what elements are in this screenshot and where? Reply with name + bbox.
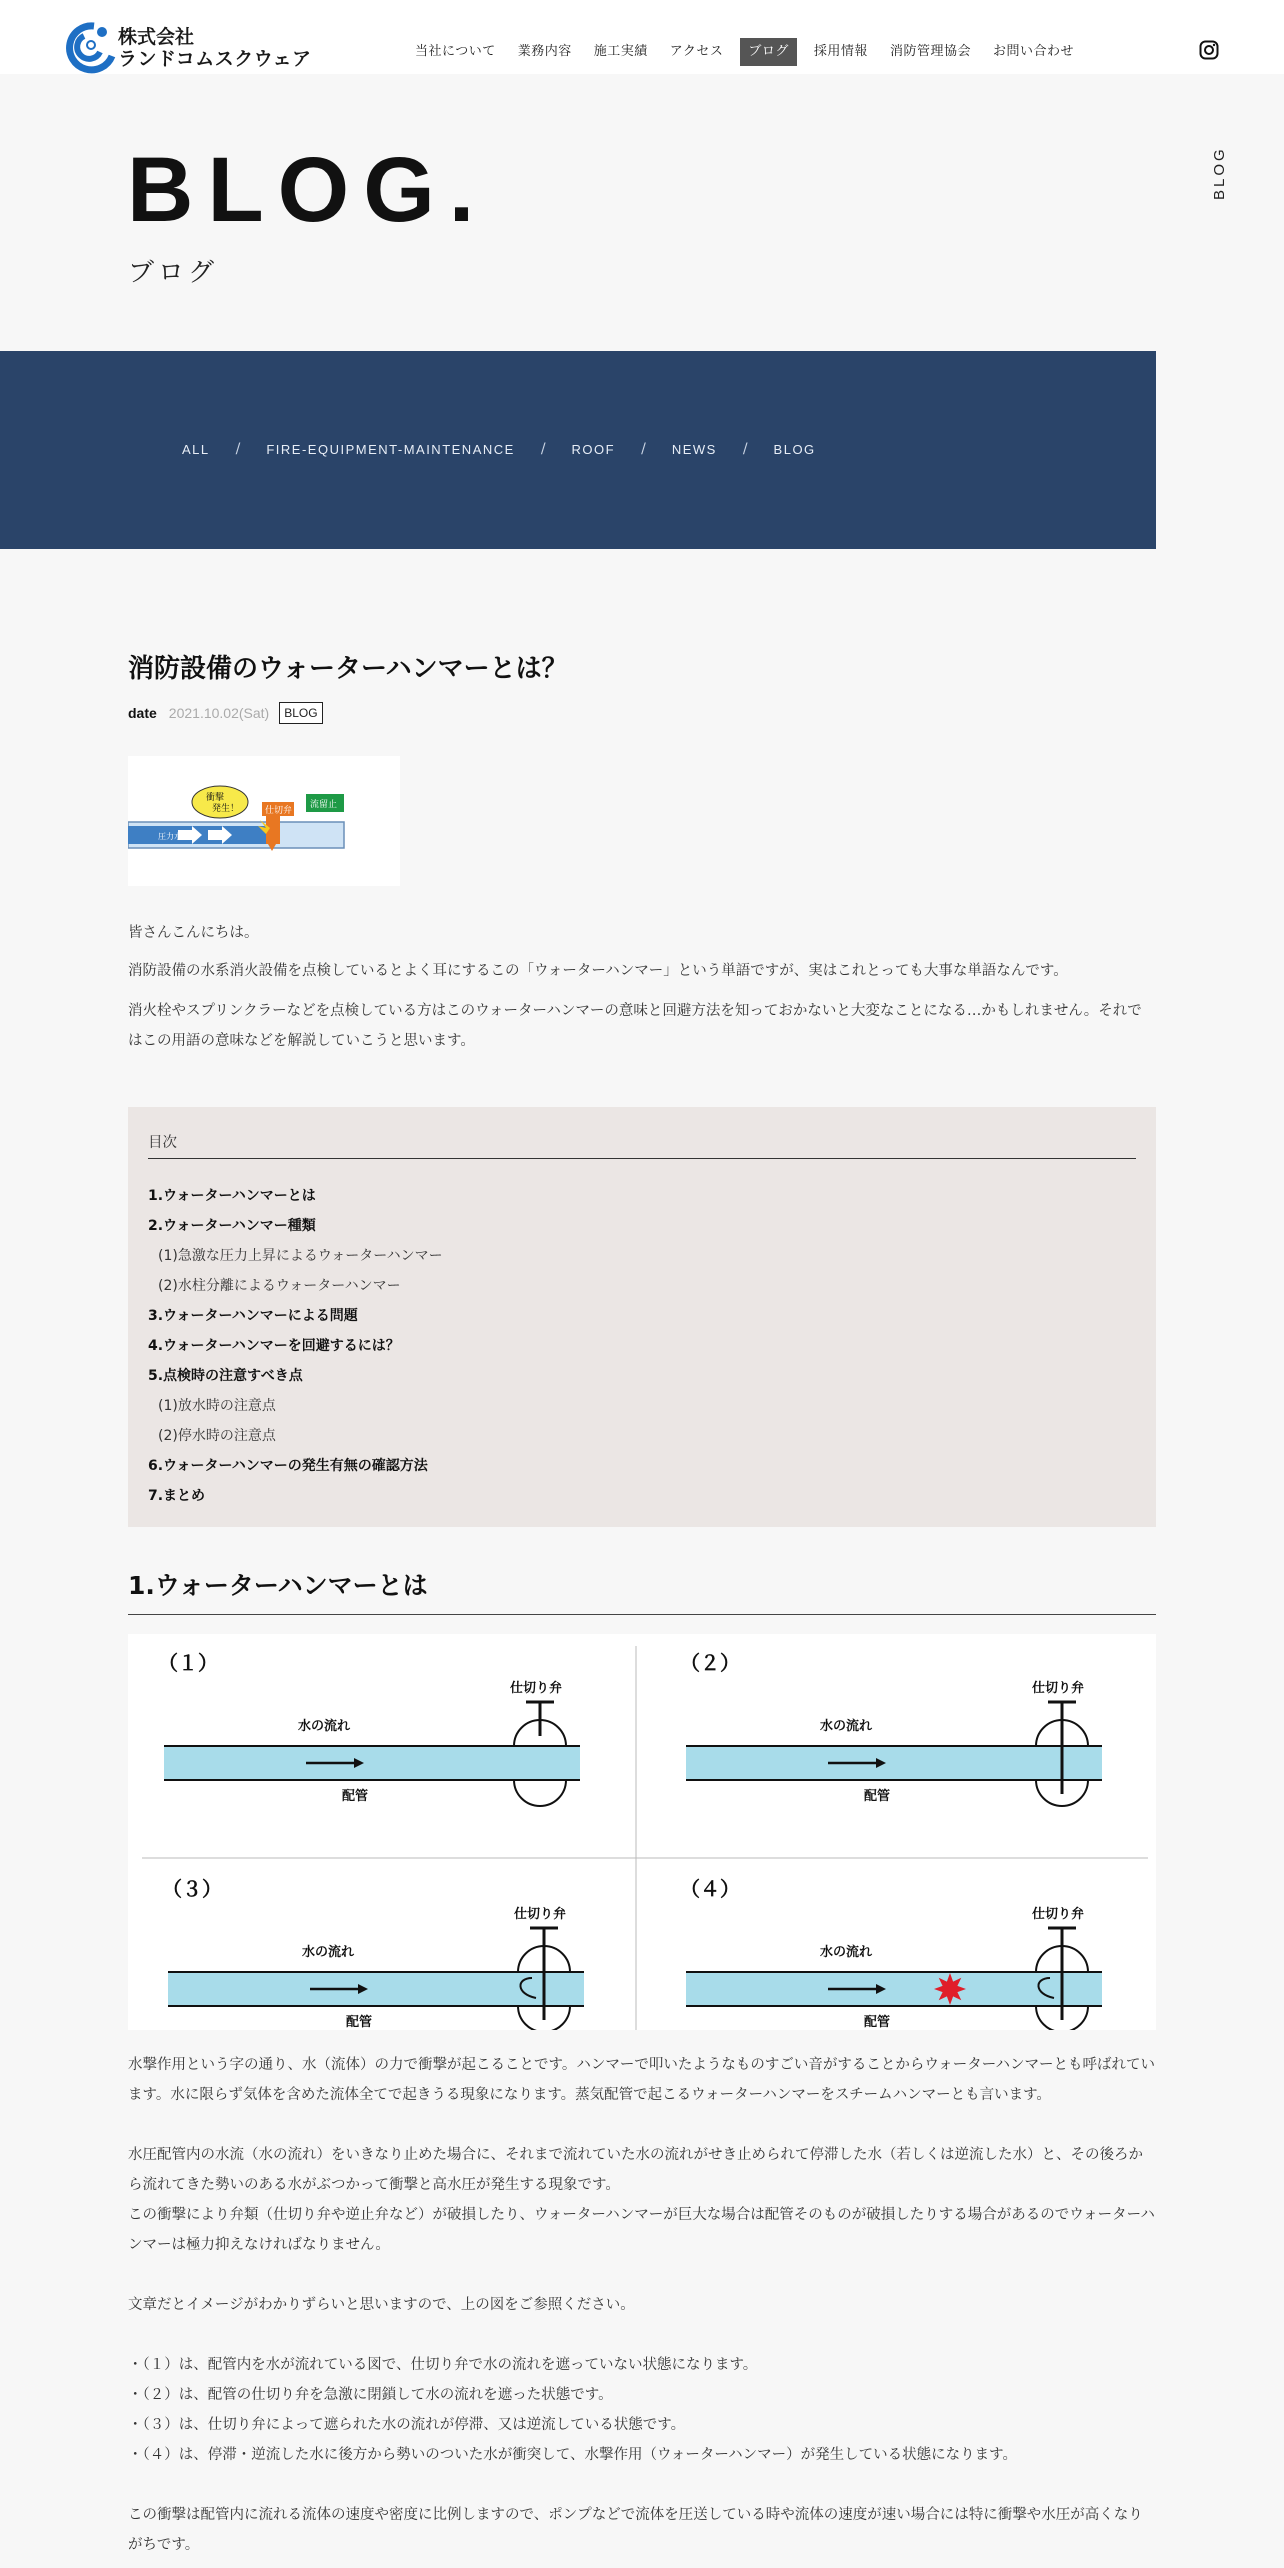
toc-item[interactable]: 1.ウォーターハンマーとは: [148, 1188, 316, 1204]
diagram-flow-label: 水の流れ: [820, 1719, 873, 1734]
body-paragraph: ・（４）は、停滞・逆流した水に後方から勢いのついた水が衝突して、水撃作用（ウォーターハンマー）が発生している状態になります。: [128, 2447, 1017, 2463]
diagram-flow-label: 水の流れ: [302, 1945, 355, 1960]
main-nav: [404, 38, 1085, 66]
toc-item[interactable]: 3.ウォーターハンマーによる問題: [148, 1308, 358, 1324]
toc-list: [148, 1181, 443, 1511]
diagram-pipe-label: 配管: [864, 2015, 891, 2030]
toc-heading: 目次: [148, 1131, 1136, 1159]
body-paragraph: この衝撃により弁類（仕切り弁や逆止弁など）が破損したり、ウォーターハンマーが巨大な場合は配管そのものが破損したりする場合があるのでウォーターハンマーは極力抑えなければなりません。: [128, 2207, 1155, 2253]
category-separator: /: [235, 441, 241, 457]
logo-line-2: ランドコムスクウェア: [118, 48, 312, 70]
category-separator: /: [742, 441, 748, 457]
thumb-label-pressure: 圧力水: [158, 832, 182, 841]
toc-item[interactable]: (1)急激な圧力上昇によるウォーターハンマー: [158, 1248, 443, 1264]
logo-line-1: 株式会社: [118, 26, 195, 48]
diagram-valve-label: 仕切り弁: [1032, 1681, 1085, 1696]
side-label: BLOG: [1211, 146, 1228, 200]
category-separator: /: [641, 441, 646, 457]
category-all[interactable]: ALL: [182, 441, 210, 457]
nav-blog[interactable]: ブログ: [740, 38, 797, 66]
thumb-label-valve: 仕切弁: [265, 806, 293, 816]
thumb-label-stop: 流留止: [310, 800, 338, 810]
site-header: [0, 0, 1284, 74]
section-body: [128, 2050, 1156, 2560]
diagram-pipe: [164, 1746, 580, 1780]
intro-paragraph-1: 消防設備の水系消火設備を点検しているとよく耳にするこの「ウォーターハンマー」という単語ですが、実はこれとっても大事な単語なんです。: [128, 963, 1068, 979]
table-of-contents: [128, 1107, 1156, 1527]
diagram-impact-burst: [934, 1973, 966, 2005]
logo-mark-icon: [64, 22, 116, 76]
thumb-label-impact: 衝撃: [206, 793, 225, 803]
body-paragraph: 水圧配管内の水流（水の流れ）をいきなり止めた場合に、それまで流れていた水の流れがせき止められて停滞した水（若しくは逆流した水）と、その後ろから流れてきた勢いのある水がぶつかって衝撃と高水圧が発生する現象です。: [128, 2147, 1143, 2193]
paragraph-gap: [128, 2470, 1156, 2500]
intro-greeting: 皆さんこんにちは。: [128, 925, 259, 941]
instagram-icon[interactable]: [1199, 40, 1219, 60]
diagram-valve-label: 仕切り弁: [1032, 1907, 1085, 1922]
nav-access[interactable]: アクセス: [669, 44, 724, 59]
article-meta: [128, 702, 323, 724]
paragraph-gap: [128, 2260, 1156, 2290]
nav-about[interactable]: 当社について: [415, 44, 496, 59]
diagram-pipe: [686, 1746, 1102, 1780]
body-paragraph: ・（３）は、仕切り弁によって遮られた水の流れが停滞、又は逆流している状態です。: [128, 2417, 686, 2433]
toc-item[interactable]: (2)水柱分離によるウォーターハンマー: [158, 1278, 401, 1294]
toc-item[interactable]: 6.ウォーターハンマーの発生有無の確認方法: [148, 1458, 428, 1474]
intro-paragraph-2: 消火栓やスプリンクラーなどを点検している方はこのウォーターハンマーの意味と回避方法を知っておかないと大変なことになる…かもしれません。それではこの用語の意味などを解説していこうと思います。: [128, 1003, 1142, 1049]
body-paragraph: 水撃作用という字の通り、水（流体）の力で衝撃が起こることです。ハンマーで叩いたようなものすごい音がすることからウォーターハンマーとも呼ばれています。水に限らず気体を含めた流体全てで起きうる現象になります。蒸気配管で起こるウォーターハンマーをスチームハンマーとも言います。: [128, 2057, 1156, 2103]
date-label: date: [128, 705, 157, 721]
diagram-panel-number: （４）: [680, 1877, 740, 1901]
page-subtitle: ブログ: [128, 258, 219, 288]
nav-services[interactable]: 業務内容: [517, 44, 572, 59]
diagram-valve-label: 仕切り弁: [514, 1907, 567, 1922]
diagram-pipe-label: 配管: [346, 2015, 373, 2030]
diagram-panel-number: （３）: [162, 1877, 222, 1901]
paragraph-gap: [128, 2110, 1156, 2140]
article-title: 消防設備のウォーターハンマーとは？: [128, 654, 568, 684]
site-logo[interactable]: [64, 22, 314, 78]
category-list: [182, 441, 816, 457]
nav-works[interactable]: 施工実績: [593, 44, 648, 59]
toc-item[interactable]: 4.ウォーターハンマーを回避するには？: [148, 1338, 400, 1354]
section-heading: 1.ウォーターハンマーとは: [128, 1566, 1156, 1615]
category-band: [0, 351, 1156, 549]
article-thumbnail: [128, 756, 400, 886]
body-paragraph: この衝撃は配管内に流れる流体の速度や密度に比例しますので、ポンプなどで流体を圧送している時や流体の速度が速い場合には特に衝撃や水圧が高くなりがちです。: [128, 2507, 1143, 2553]
body-paragraph: ・（２）は、配管の仕切り弁を急激に閉鎖して水の流れを遮った状態です。: [128, 2387, 613, 2403]
nav-contact[interactable]: お問い合わせ: [992, 44, 1074, 59]
diagram-valve-label: 仕切り弁: [510, 1681, 563, 1696]
water-hammer-diagram: [128, 1634, 1156, 2030]
paragraph-gap: [128, 2320, 1156, 2350]
thumb-label-occur: 発生！: [212, 804, 240, 814]
body-paragraph: 文章だとイメージがわかりずらいと思いますので、上の図をご参照ください。: [128, 2297, 635, 2313]
page-title: BLOG.: [127, 139, 489, 241]
diagram-flow-label: 水の流れ: [298, 1719, 351, 1734]
category-roof[interactable]: ROOF: [571, 441, 616, 457]
diagram-panel-number: （２）: [680, 1651, 740, 1675]
category-fire-equipment[interactable]: FIRE-EQUIPMENT-MAINTENANCE: [266, 441, 515, 457]
category-news[interactable]: NEWS: [671, 441, 717, 457]
diagram-pipe-label: 配管: [342, 1789, 369, 1804]
diagram-panel-number: （１）: [158, 1651, 218, 1675]
toc-item[interactable]: (1)放水時の注意点: [158, 1398, 276, 1414]
body-paragraph: ・（１）は、配管内を水が流れている図で、仕切り弁で水の流れを遮っていない状態になります。: [128, 2357, 758, 2373]
category-separator: /: [540, 441, 546, 457]
toc-item[interactable]: (2)停水時の注意点: [158, 1428, 276, 1444]
toc-item[interactable]: 2.ウォーターハンマー種類: [148, 1218, 316, 1234]
category-blog[interactable]: BLOG: [773, 441, 816, 457]
diagram-pipe-label: 配管: [864, 1789, 891, 1804]
toc-item[interactable]: 7.まとめ: [148, 1488, 206, 1504]
diagram-flow-label: 水の流れ: [820, 1945, 873, 1960]
toc-item[interactable]: 5.点検時の注意すべき点: [148, 1368, 303, 1384]
nav-recruit[interactable]: 採用情報: [813, 44, 868, 59]
category-badge[interactable]: BLOG: [279, 702, 322, 724]
post-date: 2021.10.02(Sat): [168, 705, 270, 721]
nav-association[interactable]: 消防管理協会: [889, 44, 971, 59]
logo-text: [118, 26, 311, 70]
